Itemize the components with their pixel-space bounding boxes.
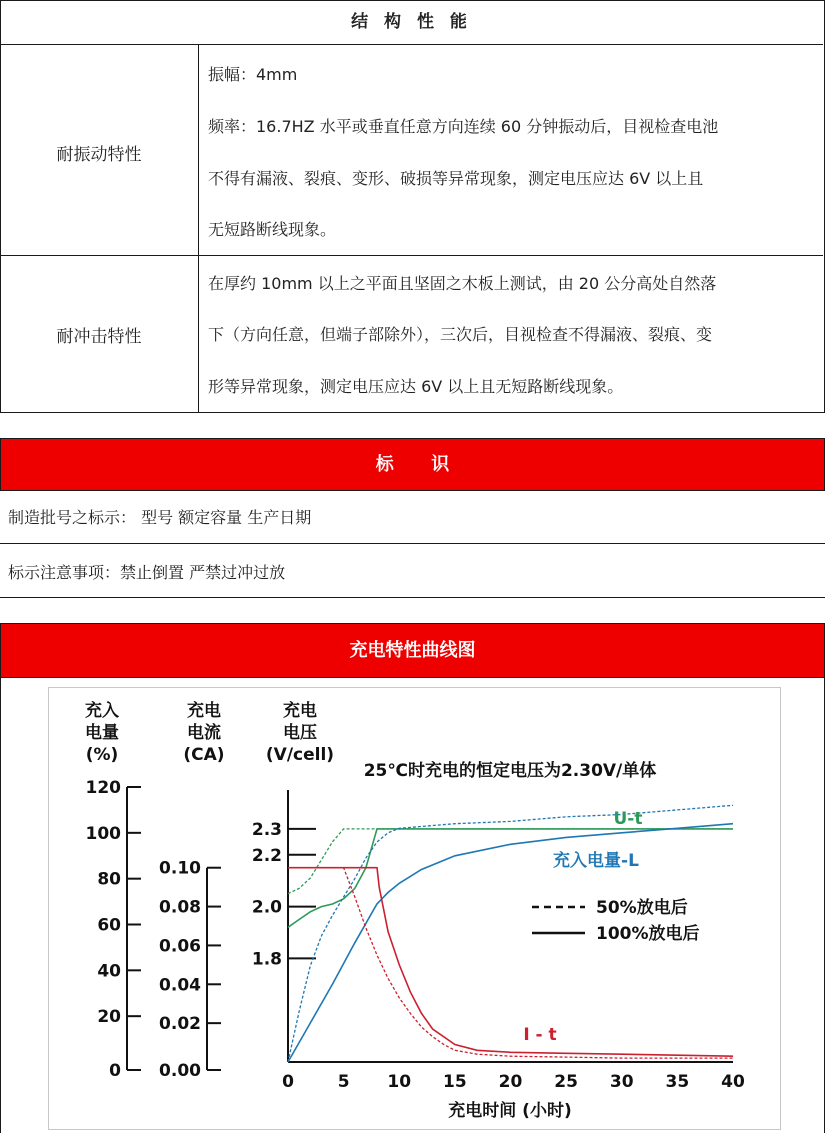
y-axis-label: 电量: [85, 723, 119, 743]
marking-batch: 制造批号之标示： 型号 额定容量 生产日期: [8, 508, 312, 527]
x-tick-label: 10: [387, 1072, 412, 1092]
vibration-line-1: 振幅：4mm: [208, 65, 298, 84]
x-tick-label: 40: [721, 1072, 745, 1092]
y-axis-label: 电流: [187, 723, 221, 743]
y-axis-label: 充电: [283, 701, 317, 721]
y-axis-label: 充入: [85, 701, 119, 721]
y-tick-label: 40: [97, 961, 121, 982]
x-tick-label: 35: [665, 1072, 690, 1092]
y-tick-label: 20: [97, 1007, 121, 1028]
y-axis-label: 电压: [283, 723, 317, 743]
x-tick-label: 15: [443, 1072, 467, 1092]
y-tick-label: 60: [97, 915, 121, 936]
y-tick-label: 0.10: [159, 858, 201, 879]
vibration-label: 耐振动特性: [56, 145, 142, 165]
x-tick-label: 20: [498, 1072, 523, 1092]
y-tick-label: 0.00: [159, 1061, 201, 1081]
y-tick-label: 100: [85, 823, 121, 844]
vibration-line-3: 不得有漏液、裂痕、变形、破损等异常现象，测定电压应达 6V 以上且: [208, 169, 704, 188]
impact-label: 耐冲击特性: [56, 327, 142, 347]
y-tick-label: 2.2: [251, 845, 282, 866]
y-tick-label: 80: [97, 869, 121, 890]
y-axis-label: (%): [85, 745, 119, 765]
vibration-line-2: 频率：16.7HZ 水平或垂直任意方向连续 60 分钟振动后，目视检查电池: [208, 117, 719, 136]
series-line: [288, 829, 733, 894]
y-tick-label: 1.8: [251, 949, 282, 970]
series-line: [288, 868, 733, 1058]
x-tick-label: 25: [554, 1072, 578, 1092]
vibration-line-4: 无短路断线现象。: [208, 220, 337, 239]
y-axis-label: 充电: [187, 701, 221, 721]
impact-line-1: 在厚约 10mm 以上之平面且坚固之木板上测试，由 20 公分高处自然落: [208, 274, 717, 293]
x-tick-label: 30: [609, 1072, 634, 1092]
chart-title: 25℃时充电的恒定电压为2.30V/单体: [363, 761, 657, 781]
marking-title: 标 识: [375, 454, 450, 475]
y-tick-label: 2.0: [251, 897, 282, 918]
y-tick-label: 0.08: [159, 897, 201, 918]
legend-solid-label: 100%放电后: [596, 924, 700, 944]
y-tick-label: 120: [85, 778, 121, 798]
curve-label-capacity: 充入电量-L: [553, 851, 639, 871]
impact-line-3: 形等异常现象，测定电压应达 6V 以上且无短路断线现象。: [208, 377, 624, 396]
chart-section-title: 充电特性曲线图: [349, 640, 476, 661]
x-tick-label: 5: [337, 1072, 350, 1092]
y-tick-label: 0.02: [159, 1014, 201, 1035]
y-tick-label: 0.06: [159, 936, 201, 957]
marking-notice: 标示注意事项：禁止倒置 严禁过冲过放: [8, 563, 286, 582]
x-tick-label: 0: [282, 1072, 294, 1092]
legend-dashed-label: 50%放电后: [596, 898, 688, 918]
y-tick-label: 2.3: [251, 819, 282, 840]
y-tick-label: 0.04: [159, 975, 201, 996]
curve-label-current: I - t: [523, 1025, 557, 1045]
curve-label-voltage: U-t: [613, 809, 643, 829]
y-tick-label: 0: [109, 1061, 121, 1081]
y-axis-label: (CA): [183, 745, 225, 765]
y-axis-label: (V/cell): [265, 745, 335, 765]
impact-line-2: 下（方向任意，但端子部除外），三次后，目视检查不得漏液、裂痕、变: [208, 325, 713, 344]
structure-title: 结 构 性 能: [0, 0, 823, 45]
x-axis-label: 充电时间 (小时): [448, 1101, 572, 1121]
